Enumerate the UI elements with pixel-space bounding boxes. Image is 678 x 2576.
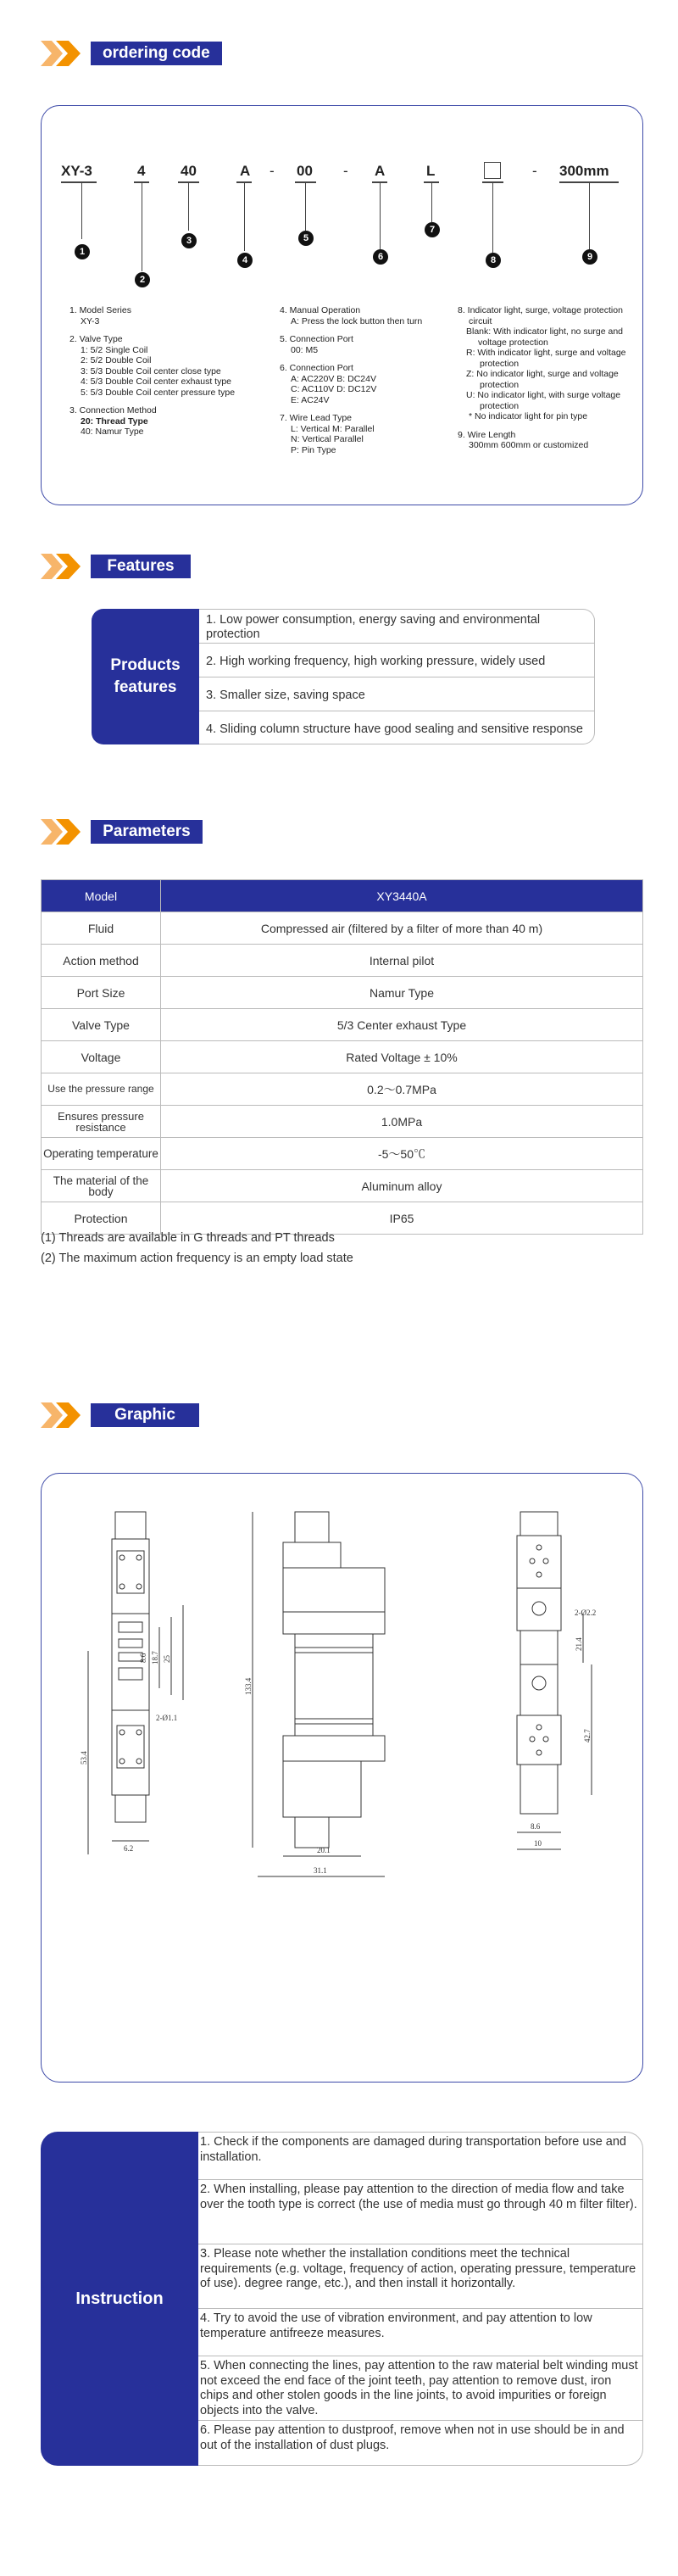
code-dash: - xyxy=(270,163,275,179)
list-subitem: L: Vertical M: Parallel xyxy=(291,423,375,434)
number-badge: 6 xyxy=(373,249,388,265)
technical-drawing xyxy=(41,1473,643,2083)
table-cell-label: Use the pressure range xyxy=(42,1073,161,1106)
table-cell-value: -5～50℃ xyxy=(161,1138,643,1170)
list-subitem: 3: 5/3 Double Coil center close type xyxy=(81,365,221,376)
table-row xyxy=(42,1009,643,1041)
instruction-item: 1. Check if the components are damaged during transportation before use and installation. xyxy=(198,2133,642,2180)
section-header-features xyxy=(41,554,191,579)
indicator-box-symbol xyxy=(484,162,501,179)
code-valve: 4 xyxy=(137,163,146,179)
table-cell-value: 5/3 Center exhaust Type xyxy=(161,1009,643,1041)
list-subitem: 4: 5/3 Double Coil center exhaust type xyxy=(81,376,232,387)
feature-item: 2. High working frequency, high working pressure, widely used xyxy=(199,644,594,677)
number-badge: 7 xyxy=(425,222,440,237)
list-subitem: A: AC220V B: DC24V xyxy=(291,373,376,384)
table-header-cell: XY3440A xyxy=(161,880,643,912)
features-title: Products features xyxy=(110,656,181,696)
section-title: Parameters xyxy=(91,820,203,844)
dim-label: 8.6 xyxy=(531,1822,541,1831)
dim-label: 8.6 xyxy=(139,1653,147,1663)
table-row xyxy=(42,912,643,945)
list-subitem: R: With indicator light, surge and voltage protection xyxy=(466,348,626,369)
list-item: 7. Wire Lead Type xyxy=(280,413,353,423)
dim-label: 18.7 xyxy=(151,1651,159,1664)
list-item: 9. Wire Length xyxy=(458,429,516,440)
instruction-title-block xyxy=(41,2132,198,2466)
list-subitem: A: Press the lock button then turn xyxy=(291,315,423,326)
list-subitem: 40: Namur Type xyxy=(81,427,144,437)
chevron-arrows-icon xyxy=(41,41,87,66)
table-cell-value: IP65 xyxy=(161,1202,643,1235)
table-row xyxy=(42,1202,643,1235)
table-cell-label: Fluid xyxy=(42,912,161,945)
list-subitem: U: No indicator light, with surge voltage protection xyxy=(466,390,621,411)
instruction-item: 4. Try to avoid the use of vibration environment, and pay attention to low temperature antifreeze measures. xyxy=(198,2309,642,2356)
chevron-arrows-icon xyxy=(41,819,87,845)
table-row xyxy=(42,945,643,977)
number-badge: 9 xyxy=(582,249,597,265)
number-badge: 5 xyxy=(298,231,314,246)
dim-label: 10 xyxy=(534,1839,542,1848)
list-subitem: 1: 5/2 Single Coil xyxy=(81,344,148,355)
feature-item: 3. Smaller size, saving space xyxy=(199,677,594,711)
list-item: 4. Manual Operation xyxy=(280,305,361,315)
chevron-arrows-icon xyxy=(41,554,87,579)
list-item: 1. Model Series xyxy=(69,305,131,315)
number-badge: 8 xyxy=(486,253,501,268)
dim-label: 31.1 xyxy=(314,1866,327,1875)
number-badge: 2 xyxy=(135,272,150,287)
list-item: 6. Connection Port xyxy=(280,363,353,373)
ordering-col-3 xyxy=(458,305,636,459)
list-item: 3. Connection Method xyxy=(69,405,157,415)
dim-label: 2-Ø1.1 xyxy=(156,1714,178,1722)
list-subitem: 5: 5/3 Double Coil center pressure type xyxy=(81,387,236,398)
table-row xyxy=(42,1041,643,1073)
parameters-note: (1) Threads are available in G threads and PT threads xyxy=(41,1231,335,1245)
code-dash: - xyxy=(532,163,537,179)
list-subitem: N: Vertical Parallel xyxy=(291,434,364,444)
parameters-note: (2) The maximum action frequency is an empty load state xyxy=(41,1252,353,1265)
features-title-block xyxy=(92,609,199,744)
code-length: 300mm xyxy=(559,163,609,179)
table-row xyxy=(42,1138,643,1170)
table-cell-label: Port Size xyxy=(42,977,161,1009)
list-subitem: * No indicator light for pin type xyxy=(469,411,588,421)
section-header-parameters xyxy=(41,819,203,845)
table-cell-label: The material of the body xyxy=(42,1170,161,1202)
instruction-list xyxy=(198,2132,643,2466)
table-cell-label: Valve Type xyxy=(42,1009,161,1041)
code-port: 00 xyxy=(297,163,313,179)
table-row xyxy=(42,1170,643,1202)
code-lead: L xyxy=(426,163,436,179)
table-cell-label: Operating temperature xyxy=(42,1138,161,1170)
table-cell-value: Internal pilot xyxy=(161,945,643,977)
dim-label: 133.4 xyxy=(244,1677,253,1695)
parameters-table xyxy=(41,879,643,1235)
section-title: Features xyxy=(91,555,191,578)
table-row xyxy=(42,1106,643,1138)
code-series: XY-3 xyxy=(61,163,92,179)
section-header-ordering xyxy=(41,41,222,66)
instruction-item: 3. Please note whether the installation conditions meet the technical requirements (e.g. voltage, frequency of action, operating pressure, temperature of use). degree range, etc.), and then install it horizontally. xyxy=(198,2244,642,2309)
instruction-item: 2. When installing, please pay attention to the direction of media flow and take over the tooth type is correct (the use of media must go through 40 m filter filter). xyxy=(198,2180,642,2244)
list-subitem: 300mm 600mm or customized xyxy=(469,440,589,450)
instruction-title: Instruction xyxy=(75,2289,164,2308)
section-title: ordering code xyxy=(91,42,222,65)
dim-label: 6.2 xyxy=(124,1844,134,1853)
list-subitem: Z: No indicator light, surge and voltage protection xyxy=(466,369,619,390)
code-dash: - xyxy=(343,163,348,179)
table-cell-value: Compressed air (filtered by a filter of more than 40 m) xyxy=(161,912,643,945)
table-cell-value: 0.2～0.7MPa xyxy=(161,1073,643,1106)
table-row xyxy=(42,977,643,1009)
list-item: 5. Connection Port xyxy=(280,334,353,344)
list-subitem: C: AC110V D: DC12V xyxy=(291,384,377,394)
chevron-arrows-icon xyxy=(41,1402,87,1428)
feature-item: 4. Sliding column structure have good sealing and sensitive response xyxy=(206,722,583,736)
list-subitem: P: Pin Type xyxy=(291,444,336,455)
table-cell-label: Ensures pressure resistance xyxy=(42,1106,161,1138)
table-cell-value: 1.0MPa xyxy=(161,1106,643,1138)
table-cell-value: Aluminum alloy xyxy=(161,1170,643,1202)
table-header-row xyxy=(42,880,643,912)
table-cell-value: Rated Voltage ± 10% xyxy=(161,1041,643,1073)
code-voltage: A xyxy=(375,163,386,179)
dim-label: 21.4 xyxy=(575,1637,583,1651)
list-subitem: XY-3 xyxy=(81,315,100,326)
table-header-cell: Model xyxy=(42,880,161,912)
instruction-item: 5. When connecting the lines, pay attention to the raw material belt winding must not exceed the end face of the joint teeth, pay attention to remove dust, iron chips and other stolen goods in the line joints, to avoid impurities or foreign objects into the valve. xyxy=(198,2356,642,2421)
dim-label: 53.4 xyxy=(80,1751,88,1765)
dim-label: 42.7 xyxy=(583,1729,592,1742)
dim-label: 2-Ø2.2 xyxy=(575,1609,597,1617)
list-subitem: 2: 5/2 Double Coil xyxy=(81,355,152,365)
ordering-col-2 xyxy=(280,305,449,463)
list-item: 8. Indicator light, surge, voltage protection circuit xyxy=(458,305,623,326)
features-list xyxy=(199,609,595,744)
dim-label: 20.1 xyxy=(317,1846,331,1854)
list-subitem: Blank: With indicator light, no surge and voltage protection xyxy=(466,326,624,348)
instruction-item: 6. Please pay attention to dustproof, remove when not in use should be in and out of the installation of dust plugs. xyxy=(200,2423,625,2452)
table-cell-label: Protection xyxy=(42,1202,161,1235)
number-badge: 3 xyxy=(181,233,197,248)
feature-item: 1. Low power consumption, energy saving and environmental protection xyxy=(199,610,594,644)
table-cell-value: Namur Type xyxy=(161,977,643,1009)
number-badge: 4 xyxy=(237,253,253,268)
table-cell-label: Voltage xyxy=(42,1041,161,1073)
list-subitem: E: AC24V xyxy=(291,394,330,405)
table-cell-label: Action method xyxy=(42,945,161,977)
code-connection: 40 xyxy=(181,163,197,179)
section-title: Graphic xyxy=(91,1403,199,1427)
ordering-col-1 xyxy=(69,305,273,445)
number-badge: 1 xyxy=(75,244,90,259)
list-subitem-bold: 20: Thread Type xyxy=(81,415,148,427)
section-header-graphic xyxy=(41,1402,199,1428)
code-manual: A xyxy=(240,163,251,179)
table-row xyxy=(42,1073,643,1106)
dim-label: 25 xyxy=(163,1655,171,1663)
list-subitem: 00: M5 xyxy=(291,344,319,355)
list-item: 2. Valve Type xyxy=(69,334,123,344)
